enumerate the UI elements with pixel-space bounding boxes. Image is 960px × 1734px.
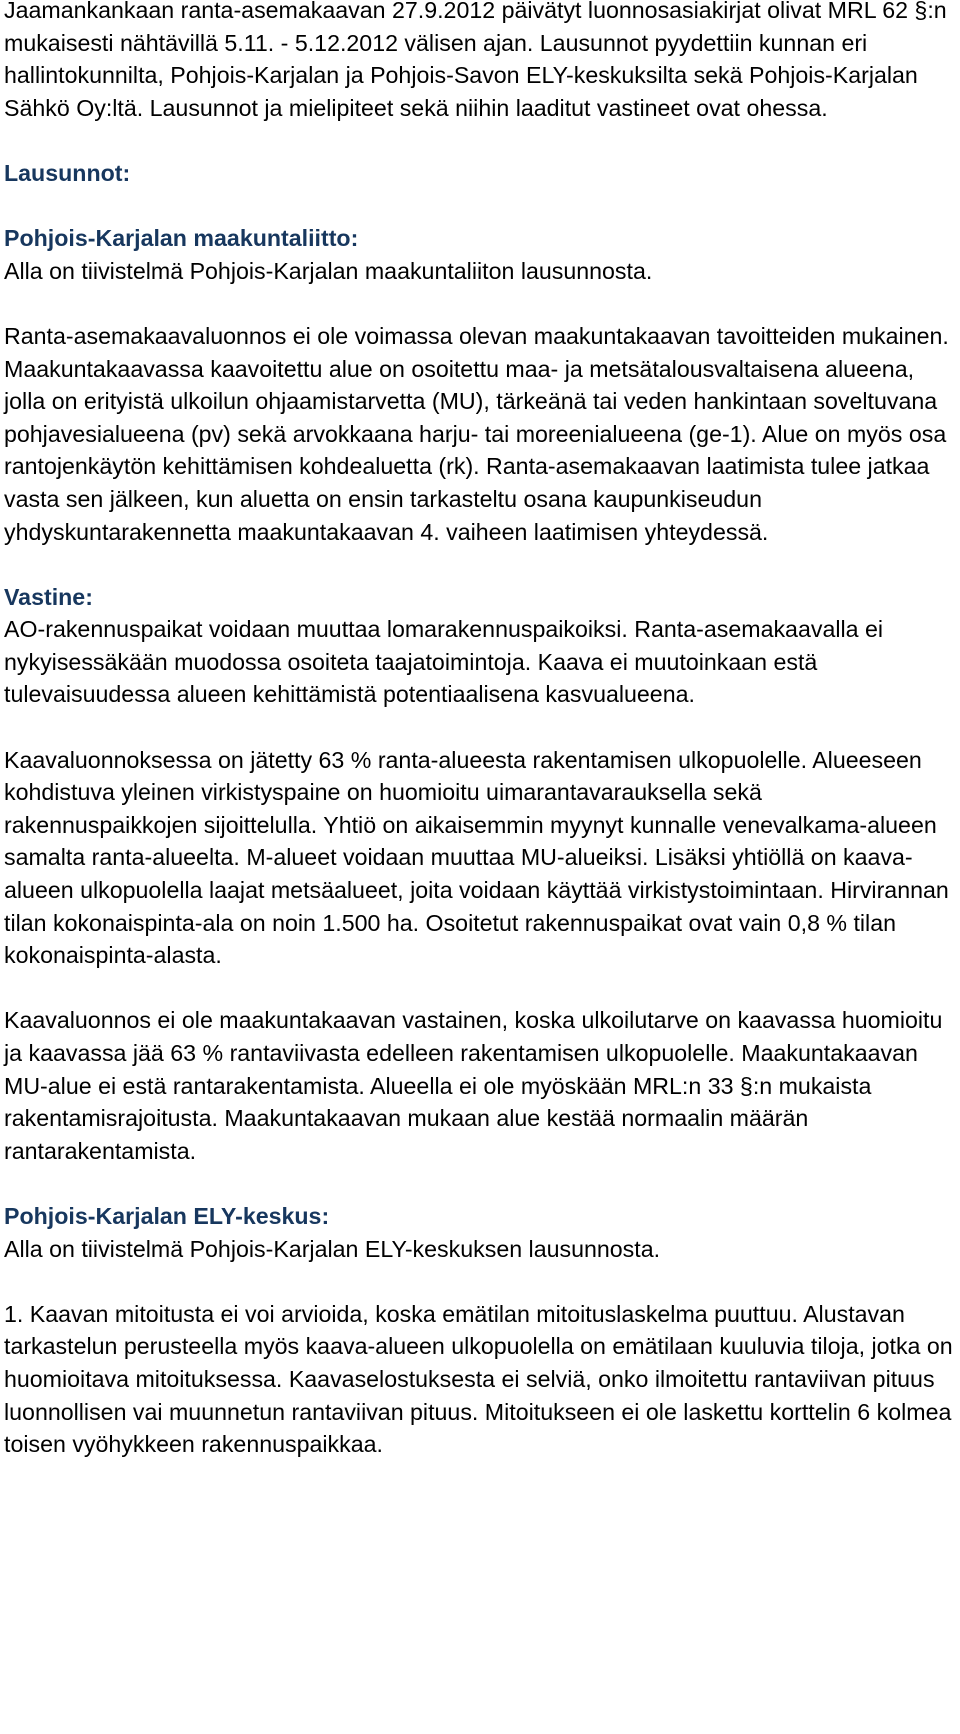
section2-summary: Alla on tiivistelmä Pohjois-Karjalan ELY-keskuksen lausunnosta. <box>4 1235 661 1262</box>
section1-response-p3: Kaavaluonnos ei ole maakuntakaavan vastainen, koska ulkoilutarve on kaavassa huomioitu ja kaavassa jää 63 % rantaviivasta edelleen rakentamisen ulkopuolelle. Maakuntakaavan MU-alue ei estä rantarakentamista. Alueella ei ole myöskään MRL:n 33 §:n mukaista rakentamisrajoitusta. Maakuntakaavan mukaan alue kestää normaalin määrän rantarakentamista. <box>4 1007 943 1164</box>
section1-response-heading: Vastine: <box>4 583 93 610</box>
section1-response-p2: Kaavaluonnoksessa on jätetty 63 % ranta-alueesta rakentamisen ulkopuolelle. Alueeseen kohdistuva yleinen virkistyspaine on huomioitu uimarantavarauksella sekä rakennuspaikkojen sijoittelulla. Yhtiö on aikaisemmin myynyt kunnalle venevalkama-alueen samalta ranta-alueelta. M-alueet voidaan muuttaa MU-alueiksi. Lisäksi yhtiöllä on kaava-alueen ulkopuolella laajat metsäalueet, joita voidaan käyttää virkistystoimintaan. Hirvirannan tilan kokonaispinta-ala on noin 1.500 ha. Osoitetut rakennuspaikat ovat vain 0,8 % tilan kokonaispinta-alasta. <box>4 746 949 969</box>
section1-summary: Alla on tiivistelmä Pohjois-Karjalan maakuntaliiton lausunnosta. <box>4 257 653 284</box>
section1-statement: Ranta-asemakaavaluonnos ei ole voimassa olevan maakuntakaavan tavoitteiden mukainen. Maakuntakaavassa kaavoitettu alue on osoitettu maa- ja metsätalousvaltaisena alueena, jolla on erityistä ulkoilun ohjaamistarvetta (MU), tärkeänä tai veden hankintaan soveltuvana pohjavesialueena (pv) sekä arvokkaana harju- tai moreenialueena (ge-1). Alue on myös osa rantojenkäytön kehittämisen kohdealuetta (rk). Ranta-asemakaavan laatimista tulee jatkaa vasta sen jälkeen, kun aluetta on ensin tarkasteltu osana kaupunkiseudun yhdyskuntarakennetta maakuntakaavan 4. vaiheen laatimisen yhteydessä. <box>4 322 949 545</box>
lausunnot-heading: Lausunnot: <box>4 159 131 186</box>
section1-heading: Pohjois-Karjalan maakuntaliitto: <box>4 225 359 252</box>
section1-response: AO-rakennuspaikat voidaan muuttaa lomarakennuspaikoiksi. Ranta-asemakaavalla ei nykyisessäkään muodossa osoiteta taajatoimintoja. Kaava ei muutoinkaan estä tulevaisuudessa alueen kehittämistä potentiaalisena kasvualueena. <box>4 616 884 708</box>
section2-heading: Pohjois-Karjalan ELY-keskus: <box>4 1202 330 1229</box>
section2-item1: 1. Kaavan mitoitusta ei voi arvioida, koska emätilan mitoituslaskelma puuttuu. Alustavan tarkastelun perusteella myös kaava-alueen ulkopuolella on emätilaan kuuluvia tiloja, jotka on huomioitava mitoituksessa. Kaavaselostuksesta ei selviä, onko ilmoitettu rantaviivan pituus luonnollisen vai muunnetun rantaviivan pituus. Mitoitukseen ei ole laskettu korttelin 6 kolmea toisen vyöhykkeen rakennuspaikkaa. <box>4 1300 953 1458</box>
intro-paragraph: Jaamankankaan ranta-asemakaavan 27.9.2012 päivätyt luonnosasiakirjat olivat MRL 62 §:n mukaisesti nähtävillä 5.11. - 5.12.2012 välisen ajan. Lausunnot pyydettiin kunnan eri hallintokunnilta, Pohjois-Karjalan ja Pohjois-Savon ELY-keskuksilta sekä Pohjois-Karjalan Sähkö Oy:ltä. Lausunnot ja mielipiteet sekä niihin laaditut vastineet ovat ohessa. <box>4 0 947 121</box>
